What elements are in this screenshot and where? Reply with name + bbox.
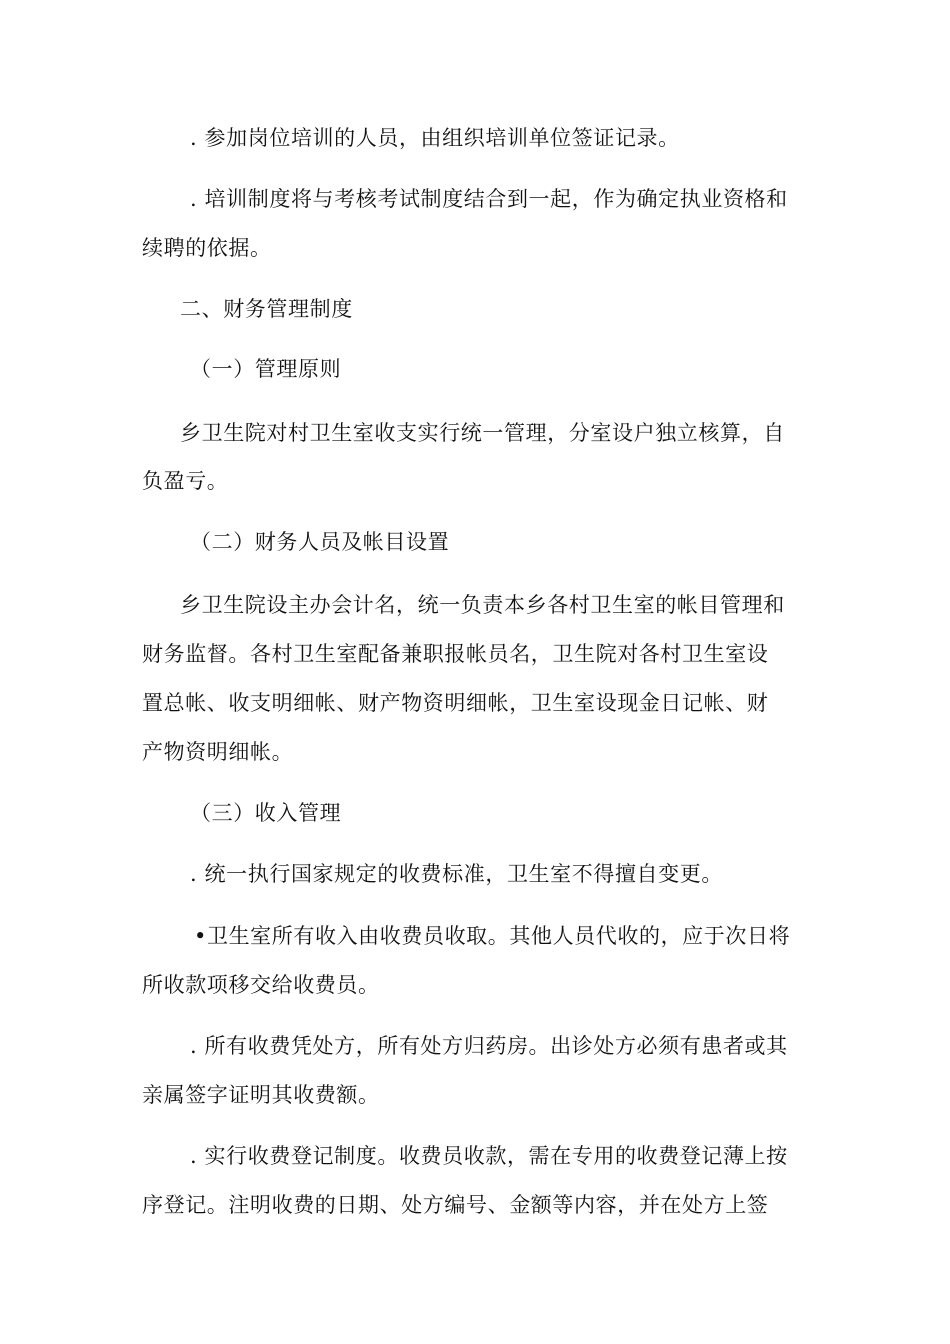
subsection-heading: （三）收入管理 bbox=[190, 801, 342, 825]
paragraph-line: •卫生室所有收入由收费员收取。其他人员代收的，应于次日将 bbox=[194, 924, 791, 948]
paragraph-line: . 所有收费凭处方，所有处方归药房。出诊处方必须有患者或其 bbox=[190, 1034, 788, 1058]
paragraph-line: . 统一执行国家规定的收费标准，卫生室不得擅自变更。 bbox=[190, 862, 723, 886]
paragraph-line: . 实行收费登记制度。收费员收款，需在专用的收费登记薄上按 bbox=[190, 1144, 788, 1168]
paragraph-line: 乡卫生院设主办会计名，统一负责本乡各村卫生室的帐目管理和 bbox=[180, 593, 785, 617]
paragraph-line: 负盈亏。 bbox=[142, 469, 229, 493]
paragraph-line: 财务监督。各村卫生室配备兼职报帐员名，卫生院对各村卫生室设 bbox=[142, 642, 769, 666]
paragraph-line: 续聘的依据。 bbox=[142, 236, 272, 260]
paragraph-line: 乡卫生院对村卫生室收支实行统一管理，分室设户独立核算，自 bbox=[180, 421, 785, 445]
paragraph-line: 置总帐、收支明细帐、财产物资明细帐，卫生室设现金日记帐、财 bbox=[142, 691, 769, 715]
paragraph-line: 亲属签字证明其收费额。 bbox=[142, 1083, 380, 1107]
subsection-heading: （二）财务人员及帐目设置 bbox=[190, 530, 450, 554]
paragraph-line: 产物资明细帐。 bbox=[142, 740, 294, 764]
paragraph-line: 序登记。注明收费的日期、处方编号、金额等内容，并在处方上签 bbox=[142, 1193, 769, 1217]
paragraph-line: 所收款项移交给收费员。 bbox=[142, 973, 380, 997]
subsection-heading: （一）管理原则 bbox=[190, 357, 342, 381]
section-heading: 二、财务管理制度 bbox=[180, 297, 353, 321]
paragraph-line: . 培训制度将与考核考试制度结合到一起，作为确定执业资格和 bbox=[190, 187, 788, 211]
paragraph-line: . 参加岗位培训的人员，由组织培训单位签证记录。 bbox=[190, 126, 680, 150]
